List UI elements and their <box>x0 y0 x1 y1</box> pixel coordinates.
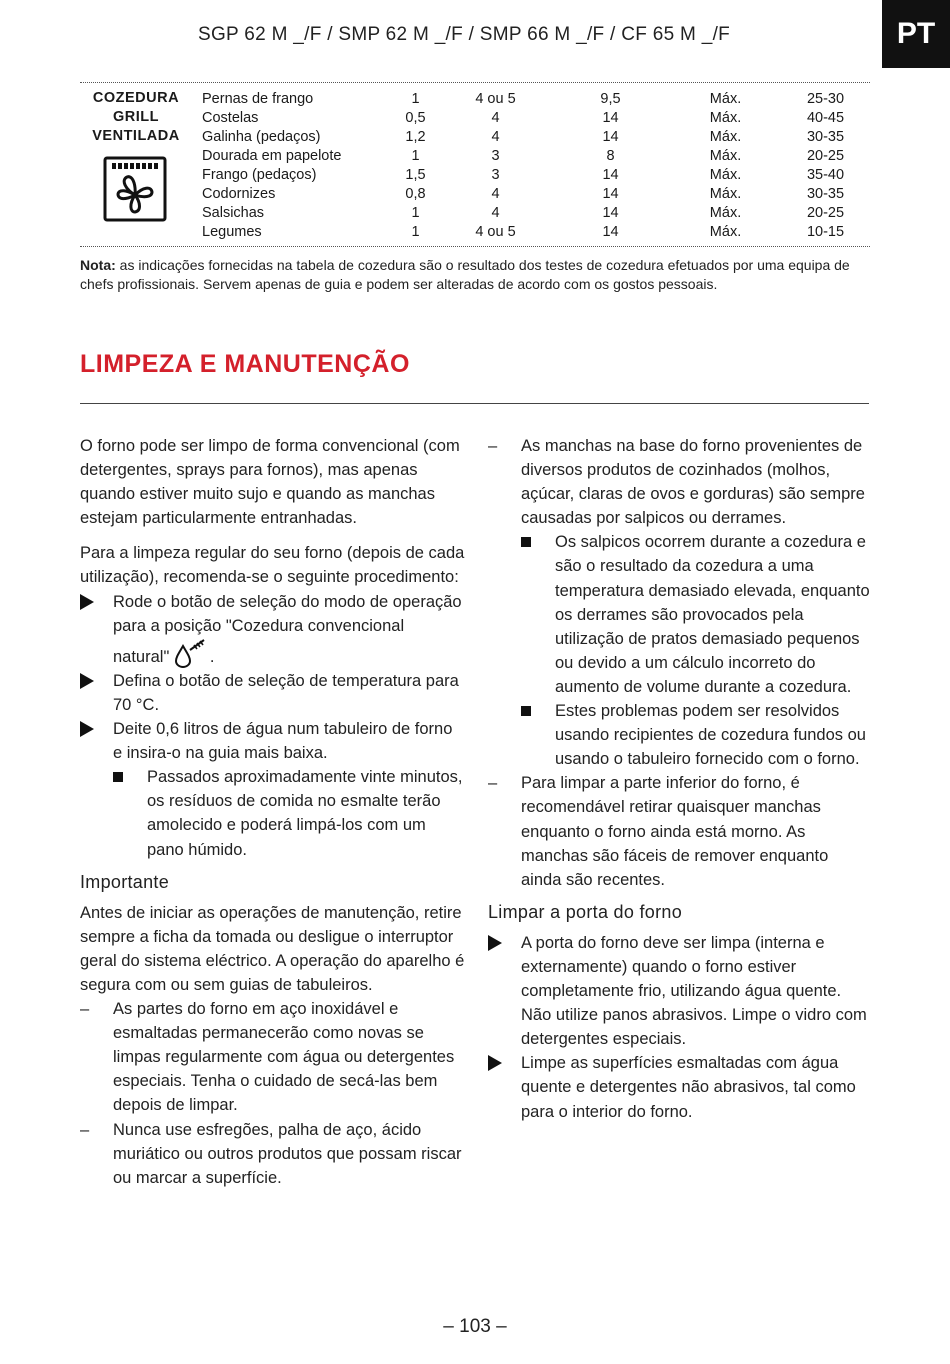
table-cell-grill-position: 14 <box>602 129 619 145</box>
sub-item <box>488 699 873 771</box>
step-item <box>488 931 873 1051</box>
dash-item-text: As manchas na base do forno provenientes de diversos produtos de cozinhados (molhos, açúcar, claras de ovos e gorduras) são sempre causadas por salpicos ou derrames. <box>521 437 865 528</box>
table-cell-quantity: 1 <box>411 205 420 221</box>
intro-paragraph: O forno pode ser limpo de forma convencional (com detergentes, sprays para fornos), mas apenas quando estiver muito sujo e quando as manchas estejam particularmente entranhadas. <box>80 437 460 528</box>
table-cell-time: 30-35 <box>806 129 845 145</box>
page-number: – 103 – <box>443 1316 507 1337</box>
table-cell-grill-position: 14 <box>602 110 619 126</box>
dash-item <box>488 771 873 891</box>
table-cell-quantity: 0,8 <box>405 186 426 202</box>
dash-bullet: – <box>80 1120 90 1139</box>
table-cell-temperature: Máx. <box>709 148 742 164</box>
table-cell-quantity: 0,5 <box>405 110 426 126</box>
table-divider <box>80 246 870 247</box>
table-row <box>202 128 847 147</box>
note-paragraph <box>80 256 870 294</box>
table-cell-food: Salsichas <box>202 205 265 221</box>
language-tab: PT <box>882 0 950 68</box>
table-cell-time: 35-40 <box>806 167 845 183</box>
table-cell-temperature: Máx. <box>709 91 742 107</box>
dash-bullet: – <box>488 774 498 793</box>
right-column <box>488 434 873 1124</box>
table-cell-time: 25-30 <box>806 91 845 107</box>
table-cell-food: Legumes <box>202 224 262 240</box>
table-cell-quantity: 1,5 <box>405 167 426 183</box>
table-cell-temperature: Máx. <box>709 205 742 221</box>
section-title: LIMPEZA E MANUTENÇÃO <box>80 350 410 378</box>
step-text: Rode o botão de seleção do modo de operação para a posição "Cozedura convencional natural" <box>113 592 462 666</box>
step-item <box>80 717 465 765</box>
dash-item <box>488 434 873 530</box>
table-cell-level: 4 ou 5 <box>475 91 516 107</box>
sub-item-text: Os salpicos ocorrem durante a cozedura e são o resultado da cozedura a uma temperatura demasiado elevada, enquanto os derrames são provocados pela utilização de pratos demasiado pequenos ou devido a um cálculo incorreto do aumento de volume durante a cozedura. <box>555 533 870 696</box>
table-cell-food: Dourada em papelote <box>202 148 342 164</box>
table-cell-level: 4 <box>491 205 500 221</box>
dash-item-text: Nunca use esfregões, palha de aço, ácido muriático ou outros produtos que possam riscar ou marcar a superfície. <box>113 1120 462 1187</box>
table-cell-food: Codornizes <box>202 186 276 202</box>
conventional-cooking-icon <box>174 638 210 668</box>
table-cell-food: Frango (pedaços) <box>202 167 317 183</box>
table-cell-quantity: 1,2 <box>405 129 426 145</box>
table-cell-food: Pernas de frango <box>202 91 314 107</box>
cooking-table <box>202 90 847 242</box>
table-row <box>202 90 847 109</box>
section-rule <box>80 403 869 404</box>
table-cell-level: 4 ou 5 <box>475 224 516 240</box>
dash-bullet: – <box>80 1000 90 1019</box>
table-row <box>202 147 847 166</box>
header-model-list: SGP 62 M _/F / SMP 62 M _/F / SMP 66 M _/F / CF 65 M _/F <box>198 24 731 45</box>
dash-item <box>80 1118 465 1190</box>
important-heading: Importante <box>80 871 170 892</box>
dash-item-text: As partes do forno em aço inoxidável e esmaltadas permanecerão como novas se limpas regularmente com água ou detergentes especiais. Tenha o cuidado de secá-las bem depois de limpar. <box>113 1000 455 1115</box>
table-cell-level: 4 <box>491 110 500 126</box>
table-row <box>202 223 847 242</box>
triangle-bullet-icon <box>488 1055 502 1071</box>
table-cell-temperature: Máx. <box>709 167 742 183</box>
table-cell-level: 3 <box>491 148 500 164</box>
triangle-bullet-icon <box>80 721 94 737</box>
table-cell-time: 10-15 <box>806 224 845 240</box>
step-text: Deite 0,6 litros de água num tabuleiro de forno e insira-o na guia mais baixa. <box>113 720 453 763</box>
fan-grill-icon <box>103 156 167 222</box>
table-cell-time: 40-45 <box>806 110 845 126</box>
dash-bullet: – <box>488 437 498 455</box>
triangle-bullet-icon <box>80 594 94 610</box>
step-text: A porta do forno deve ser limpa (interna e externamente) quando o forno estiver completamente frio, utilizando água quente. Não utilize panos abrasivos. Limpe o vidro com detergentes especiais. <box>521 933 867 1049</box>
dash-item-text: Para limpar a parte inferior do forno, é recomendável retirar quaisquer manchas enquanto o forno ainda está morno. As manchas são fáceis de remover enquanto ainda são recentes. <box>521 774 829 889</box>
table-cell-time: 20-25 <box>806 205 845 221</box>
step-text-end: . <box>209 647 215 666</box>
sub-item <box>488 530 873 699</box>
table-cell-temperature: Máx. <box>709 186 742 202</box>
table-cell-food: Galinha (pedaços) <box>202 129 321 145</box>
triangle-bullet-icon <box>80 673 94 689</box>
square-bullet-icon <box>521 537 531 547</box>
important-paragraph: Antes de iniciar as operações de manutenção, retire sempre a ficha da tomada ou desligue o interruptor geral do sistema eléctrico. A operação do aparelho é segura com ou sem guias de tabuleiros. <box>80 903 465 994</box>
table-cell-level: 4 <box>491 186 500 202</box>
table-cell-time: 30-35 <box>806 186 845 202</box>
table-cell-grill-position: 9,5 <box>600 91 621 107</box>
table-cell-level: 3 <box>491 167 500 183</box>
mode-label-line3: VENTILADA <box>92 128 180 144</box>
left-column <box>80 434 465 1190</box>
table-cell-quantity: 1 <box>411 148 420 164</box>
sub-item <box>80 765 465 861</box>
table-cell-grill-position: 14 <box>602 205 619 221</box>
table-cell-food: Costelas <box>202 110 259 126</box>
step-item <box>80 669 465 717</box>
table-cell-level: 4 <box>491 129 500 145</box>
mode-label-line2: GRILL <box>113 109 159 125</box>
step-item <box>80 590 465 669</box>
note-label: Nota: <box>80 257 116 273</box>
table-cell-temperature: Máx. <box>709 110 742 126</box>
table-row <box>202 204 847 223</box>
table-cell-quantity: 1 <box>411 91 420 107</box>
sub-item-text: Passados aproximadamente vinte minutos, os resíduos de comida no esmalte terão amolecido e poderá limpá-los com um pano húmido. <box>147 768 463 859</box>
header-divider <box>80 82 870 83</box>
table-cell-temperature: Máx. <box>709 224 742 240</box>
door-heading: Limpar a porta do forno <box>488 901 683 922</box>
mode-label-line1: COZEDURA <box>92 90 180 106</box>
table-cell-grill-position: 14 <box>602 186 619 202</box>
table-row <box>202 109 847 128</box>
procedure-intro: Para a limpeza regular do seu forno (depois de cada utilização), recomenda-se o seguinte procedimento: <box>80 544 465 587</box>
step-text: Limpe as superfícies esmaltadas com água quente e detergentes não abrasivos, tal como para o interior do forno. <box>521 1054 856 1121</box>
square-bullet-icon <box>113 772 123 782</box>
table-cell-temperature: Máx. <box>709 129 742 145</box>
sub-item-text: Estes problemas podem ser resolvidos usando recipientes de cozedura fundos ou usando o tabuleiro fornecido com o forno. <box>555 702 866 769</box>
table-row <box>202 166 847 185</box>
table-cell-quantity: 1 <box>411 224 420 240</box>
triangle-bullet-icon <box>488 935 502 951</box>
table-cell-grill-position: 14 <box>602 167 619 183</box>
step-text: Defina o botão de seleção de temperatura para 70 °C. <box>113 671 459 714</box>
table-row <box>202 185 847 204</box>
note-text: as indicações fornecidas na tabela de cozedura são o resultado dos testes de cozedura efetuados por uma equipa de chefs profissionais. Servem apenas de guia e podem ser alteradas de acordo com os gostos pessoais. <box>80 257 850 292</box>
table-cell-grill-position: 8 <box>606 148 615 164</box>
square-bullet-icon <box>521 706 531 716</box>
table-cell-time: 20-25 <box>806 148 845 164</box>
table-cell-grill-position: 14 <box>602 224 619 240</box>
dash-item <box>80 997 465 1117</box>
step-item <box>488 1051 873 1123</box>
